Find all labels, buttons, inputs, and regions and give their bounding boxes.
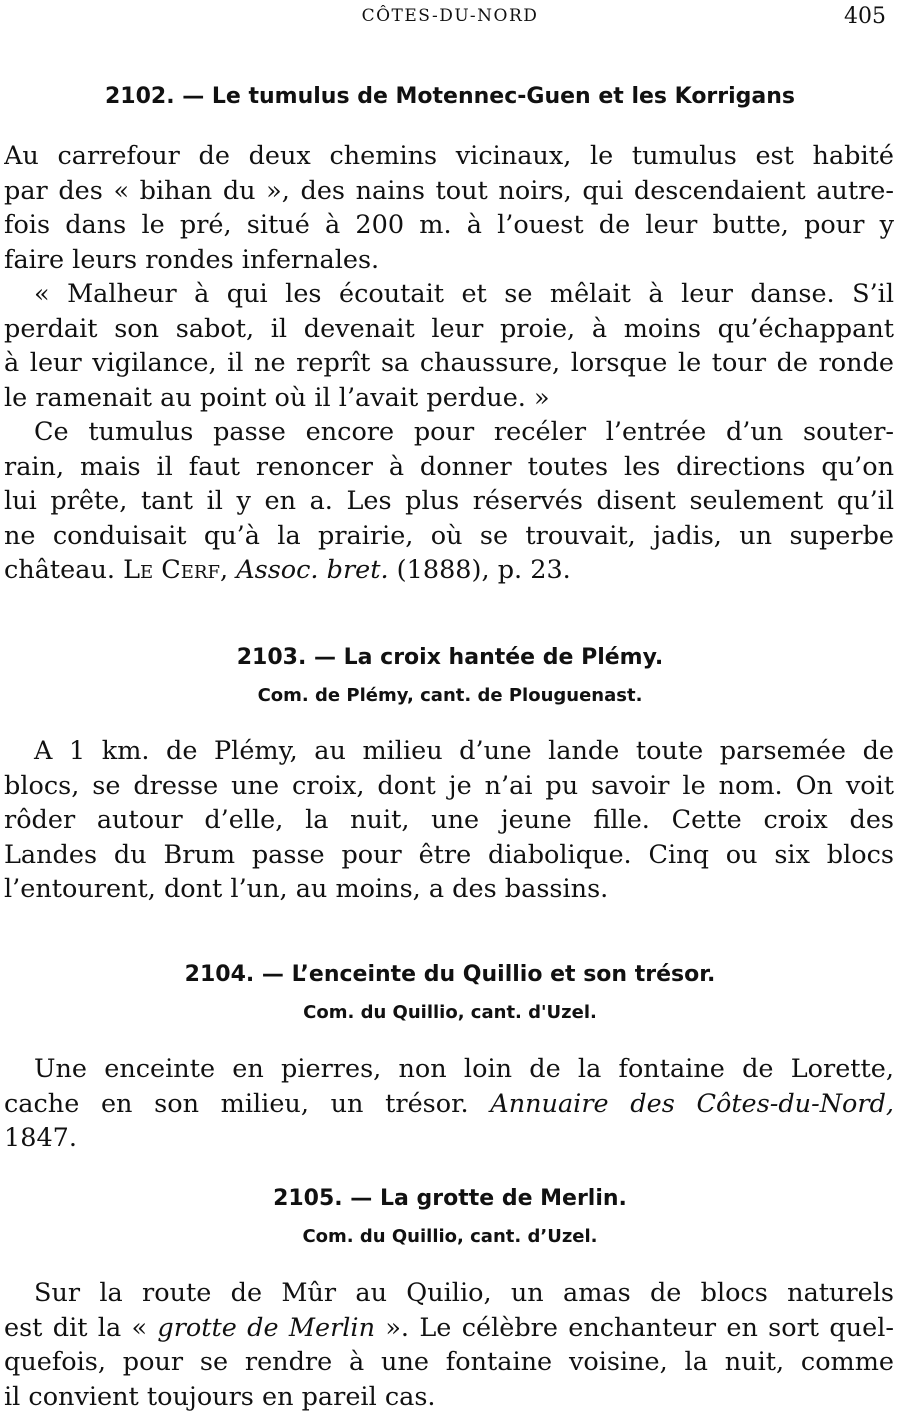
entry-2103-body [4, 734, 894, 907]
entry-2105-body [4, 1276, 894, 1414]
entry-2104-body [4, 1052, 894, 1156]
text-line [4, 1087, 894, 1122]
text-line: Une enceinte en pierres, non loin de la fontaine de Lorette, [34, 1054, 894, 1084]
text-line: « Malheur à qui les écoutait et se mêlait à leur danse. S’il [34, 279, 894, 309]
text-line: A 1 km. de Plémy, au milieu d’une lande toute parsemée de [34, 736, 894, 766]
text-line: rôder autour d’elle, la nuit, une jeune fille. Cette croix des [4, 805, 894, 835]
text-line: Ce tumulus passe encore pour recéler l’entrée d’un souter- [34, 417, 894, 447]
entry-2105-subheading: Com. du Quillio, cant. d’Uzel. [302, 1226, 598, 1247]
citation-author: Le Cerf [123, 555, 220, 585]
running-head: CÔTES-DU-NORD [361, 6, 539, 26]
publication-title: Annuaire des Côtes-du-Nord, [490, 1088, 894, 1119]
text-line: ne conduisait qu’à la prairie, où se trouvait, jadis, un superbe [4, 520, 894, 551]
text-line [4, 1311, 894, 1346]
entry-2102-body [4, 139, 894, 588]
text-line: Landes du Brum passe pour être diabolique. Cinq ou six blocs [4, 839, 894, 870]
text-line: il convient toujours en pareil cas. [4, 1381, 436, 1412]
text-line: rain, mais il faut renoncer à donner toutes les directions qu’on [4, 451, 894, 482]
text-line: le ramenait au point où il l’avait perdue. » [4, 382, 550, 413]
text-line: perdait son sabot, il devenait leur proie, à moins qu’échappant [4, 313, 894, 344]
text-line: 1847. [4, 1123, 78, 1153]
text-segment: ». Le célèbre enchanteur en sort quel- [375, 1312, 894, 1343]
text-line: faire leurs rondes infernales. [4, 244, 380, 275]
text-line: Sur la route de Mûr au Quilio, un amas de blocs naturels [34, 1278, 894, 1308]
citation-work: Assoc. bret. [236, 555, 389, 585]
text-line: quefois, pour se rendre à une fontaine voisine, la nuit, comme [4, 1347, 894, 1377]
text-line: par des « bihan du », des nains tout noirs, qui descendaient autre- [4, 175, 894, 206]
citation-suffix: (1888), p. 23. [388, 555, 571, 585]
citation-line [4, 553, 894, 588]
entry-2102-heading: 2102. — Le tumulus de Motennec-Guen et les Korrigans [104, 84, 796, 109]
citation-separator: , [219, 555, 237, 585]
entry-2103-subheading: Com. de Plémy, cant. de Plouguenast. [257, 685, 643, 706]
text-line: l’entourent, dont l’un, au moins, a des bassins. [4, 874, 609, 904]
text-segment: est dit la « [4, 1312, 158, 1343]
entry-2105-heading: 2105. — La grotte de Merlin. [273, 1186, 627, 1211]
entry-2104-heading: 2104. — L’enceinte du Quillio et son trésor. [184, 962, 716, 987]
citation-prefix: château. [4, 555, 124, 585]
text-line: blocs, se dresse une croix, dont je n’ai pu savoir le nom. On voit [4, 770, 894, 801]
page-number: 405 [844, 4, 886, 29]
entry-2103-heading: 2103. — La croix hantée de Plémy. [236, 645, 664, 670]
entry-2104-subheading: Com. du Quillio, cant. d'Uzel. [303, 1002, 597, 1023]
text-segment: cache en son milieu, un trésor. [4, 1088, 469, 1119]
page-header [0, 4, 900, 28]
text-line: fois dans le pré, situé à 200 m. à l’ouest de leur butte, pour y [4, 210, 894, 240]
text-line: Au carrefour de deux chemins vicinaux, le tumulus est habité [4, 141, 894, 171]
text-line: lui prête, tant il y en a. Les plus réservés disent seulement qu’il [4, 486, 894, 516]
place-name: grotte de Merlin [157, 1312, 376, 1343]
text-line: à leur vigilance, il ne reprît sa chaussure, lorsque le tour de ronde [4, 348, 894, 378]
